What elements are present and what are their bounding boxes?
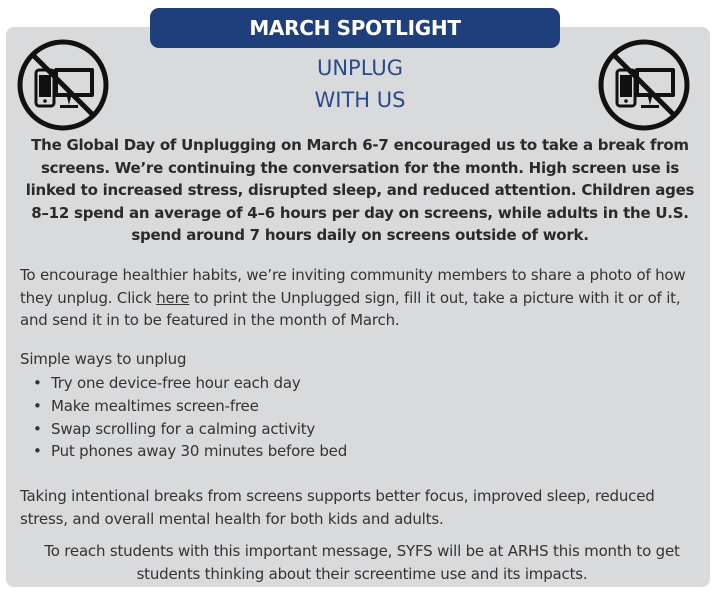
banner-title: MARCH SPOTLIGHT xyxy=(150,8,560,48)
intro-paragraph: The Global Day of Unplugging on March 6-7 encouraged us to take a break from screens. We’re continuing the conversation for the month. High screen use is linked to increased stress, disrupted sleep, and reduced attention. Children ages 8–12 spend an average of 4–6 hours per day on screens, while adults in the U.S. spend around 7 hours daily on screens outside of work. xyxy=(25,136,695,245)
benefits-paragraph: Taking intentional breaks from screens supports better focus, improved sleep, reduced stress, and overall mental health for both kids and adults. xyxy=(20,487,655,528)
invite-paragraph xyxy=(20,264,704,332)
no-screens-icon xyxy=(597,38,691,132)
no-screens-icon xyxy=(16,38,110,132)
tip-item: • Swap scrolling for a calming activity xyxy=(30,418,347,441)
tip-item: • Try one device-free hour each day xyxy=(30,372,347,395)
tip-item: • Make mealtimes screen-free xyxy=(30,395,347,418)
tips-heading: Simple ways to unplug xyxy=(20,350,187,368)
invite-text-after: to print the Unplugged sign, fill it out, take a picture with it or of it, and send it in to be featured in the month of March. xyxy=(20,288,681,329)
outreach-paragraph: To reach students with this important message, SYFS will be at ARHS this month to get students thinking about their screentime use and its impacts. xyxy=(44,542,680,583)
tips-list xyxy=(30,372,347,463)
subtitle-line-1: UNPLUG xyxy=(316,56,404,80)
invite-text-before: To encourage healthier habits, we’re inviting community members to share a photo of how they unplug. Click xyxy=(20,266,686,307)
tip-item: • Put phones away 30 minutes before bed xyxy=(30,440,347,463)
subtitle-line-2: WITH US xyxy=(314,88,406,112)
here-link[interactable]: here xyxy=(156,288,190,307)
